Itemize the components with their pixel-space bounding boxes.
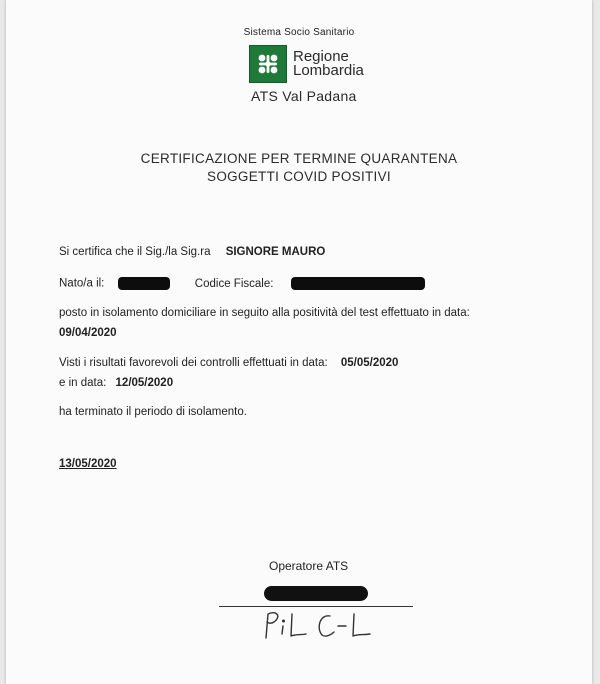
system-label: Sistema Socio Sanitario — [243, 27, 355, 38]
header — [6, 27, 592, 38]
certify-line: Si certifica che il Sig./la Sig.ra SIGNORE MAURO — [59, 246, 326, 258]
isolation-line: posto in isolamento domiciliare in seguito alla positività del test effettuato in data: — [59, 307, 470, 319]
check-date-1: 05/05/2020 — [340, 357, 399, 369]
handwritten-signature — [258, 604, 378, 644]
birth-fiscal-line: Nato/a il: Codice Fiscale: — [59, 277, 425, 290]
operator-name-redaction — [264, 586, 368, 601]
agency-name: ATS Val Padana — [251, 88, 357, 104]
check-date-2: 12/05/2020 — [115, 377, 174, 389]
document-title: CERTIFICAZIONE PER TERMINE QUARANTENA SOGGETTI COVID POSITIVI — [140, 151, 458, 184]
issue-date: 13/05/2020 — [59, 458, 117, 470]
region-logo — [249, 44, 364, 84]
region-name: Regione Lombardia — [293, 48, 364, 79]
fiscal-code-redaction — [291, 277, 425, 290]
person-name: SIGNORE MAURO — [225, 246, 326, 258]
test-date: 09/04/2020 — [59, 327, 117, 339]
lombardia-rose-icon — [249, 45, 287, 83]
birth-date-redaction — [118, 277, 170, 290]
certificate-page — [6, 0, 592, 684]
and-date-line: e in data: 12/05/2020 — [59, 377, 174, 389]
operator-label: Operatore ATS — [269, 559, 349, 573]
ended-line: ha terminato il periodo di isolamento. — [59, 406, 247, 418]
checks-line: Visti i risultati favorevoli dei controlli effettuati in data: 05/05/2020 — [59, 357, 399, 369]
